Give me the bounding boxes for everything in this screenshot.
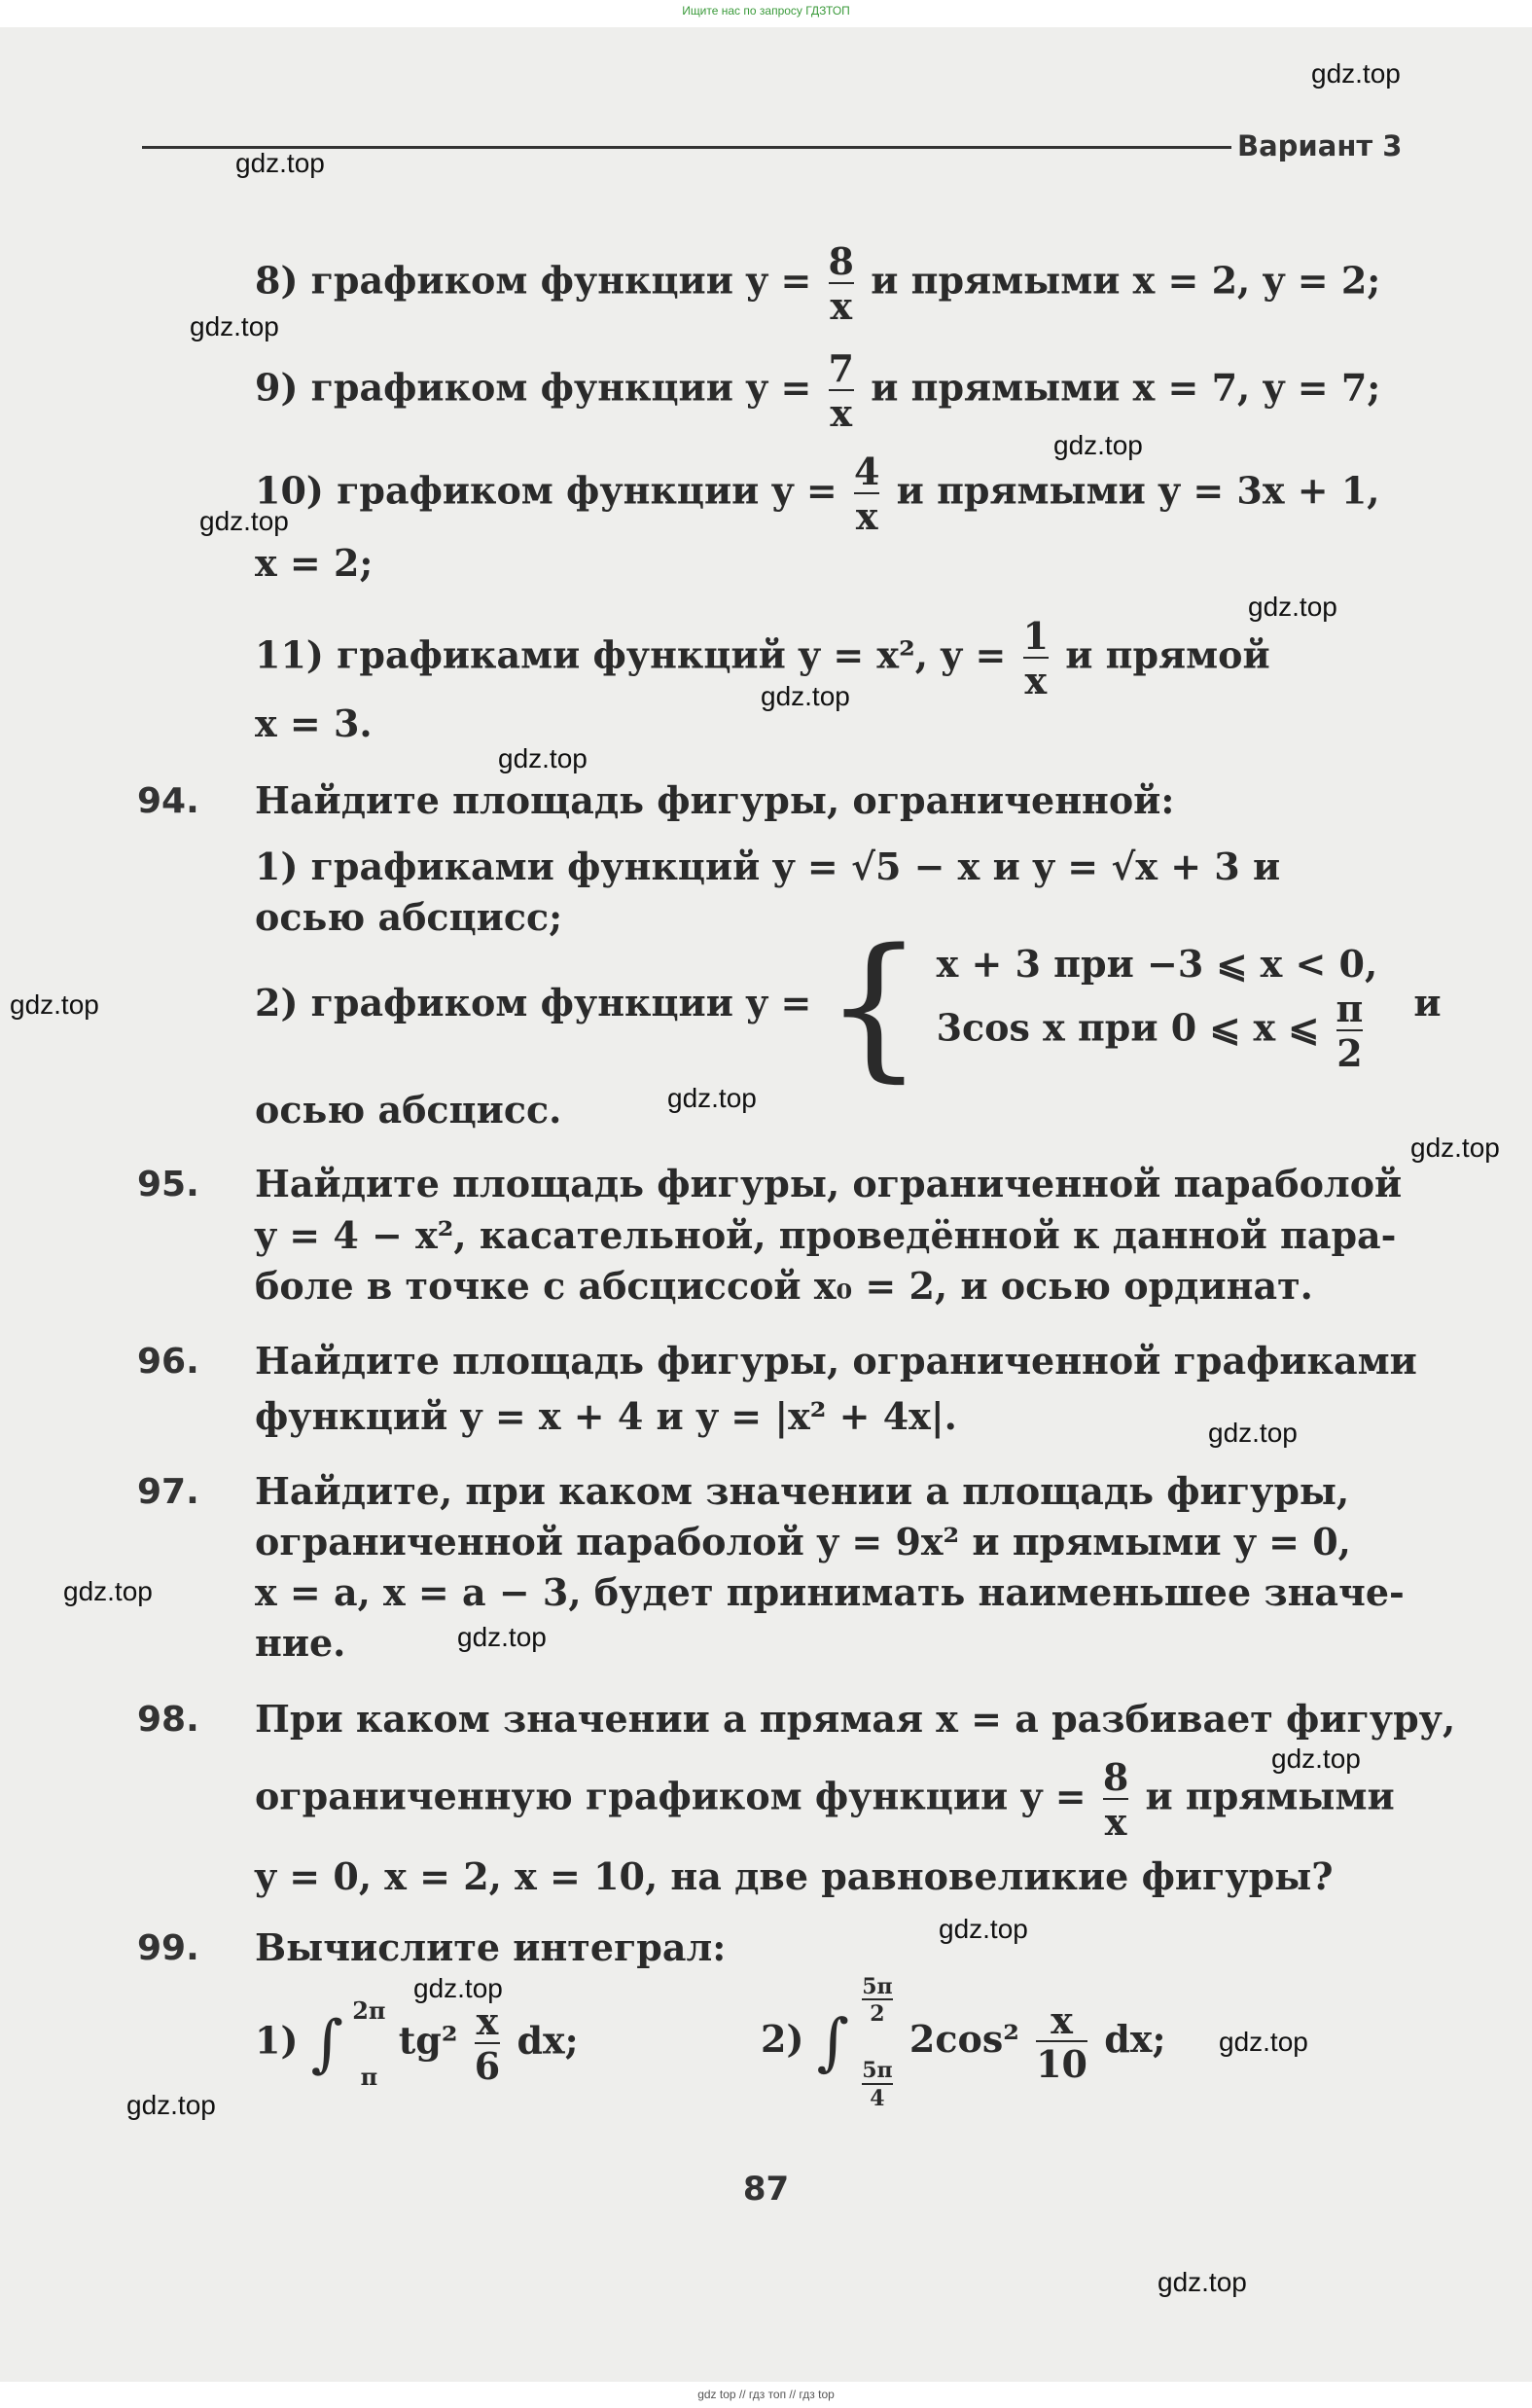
lower-limit <box>862 2059 892 2109</box>
frac-num: x <box>1051 1997 1073 2042</box>
top-banner[interactable]: Ищите нас по запросу ГДЗТОП <box>682 4 850 18</box>
problem-number: 98. <box>137 1700 199 1740</box>
watermark: gdz.top <box>1053 430 1143 460</box>
fraction <box>854 451 879 537</box>
problem-95-line2: y = 4 − x², касательной, проведённой к данной пара- <box>255 1213 1397 1257</box>
problem-number: 99. <box>137 1928 199 1968</box>
fraction <box>1336 988 1364 1074</box>
problem-97-line2: ограниченной параболой y = 9x² и прямыми y = 0, <box>255 1520 1351 1563</box>
frac-num: 1 <box>1022 614 1050 658</box>
fraction <box>829 348 854 434</box>
problem-95-line3: боле в точке с абсциссой x₀ = 2, и осью ординат. <box>255 1264 1313 1308</box>
item-8-y: y = <box>746 258 812 303</box>
problem-94-part1: 1) графиками функций y = √5 − x и y = √x + 3 и <box>255 845 1281 888</box>
watermark: gdz.top <box>1219 2027 1308 2057</box>
watermark: gdz.top <box>1271 1743 1361 1774</box>
problem-97-line3: x = a, x = a − 3, будет принимать наименьшее значе- <box>255 1570 1405 1614</box>
item-8-rest: и прямыми x = 2, y = 2; <box>871 258 1381 303</box>
brace: { <box>824 915 924 1097</box>
frac-den: 4 <box>862 2083 892 2110</box>
problem-98-line3: y = 0, x = 2, x = 10, на две равновеликие фигуры? <box>255 1854 1334 1898</box>
problem-98-text: ограниченную графиком функции y = <box>255 1774 1087 1818</box>
problem-97-line4: ние. <box>255 1621 346 1665</box>
upper-limit <box>862 1975 892 2026</box>
watermark: gdz.top <box>498 743 588 773</box>
frac-den: 2 <box>862 1998 892 2026</box>
problem-99-part2 <box>761 1975 1165 2110</box>
problem-98-line2 <box>255 1757 1395 1843</box>
watermark: gdz.top <box>413 1973 503 2003</box>
differential: dx; <box>1104 2016 1166 2061</box>
fraction <box>475 2001 500 2087</box>
item-8-text: 8) графиком функции <box>255 258 733 303</box>
upper-limit: 2π <box>352 1996 386 2025</box>
item-8 <box>255 241 1380 327</box>
part-label: 2) <box>761 2016 804 2061</box>
frac-num: x <box>476 1999 499 2044</box>
page-number: 87 <box>742 2170 790 2209</box>
watermark: gdz.top <box>126 2090 216 2120</box>
watermark: gdz.top <box>63 1576 153 1606</box>
case-1: x + 3 при −3 ⩽ x < 0, <box>936 942 1378 986</box>
watermark: gdz.top <box>667 1083 757 1113</box>
problem-98-rest: и прямыми <box>1145 1774 1395 1818</box>
watermark: gdz.top <box>235 148 325 178</box>
piecewise-cases <box>937 939 1378 1074</box>
item-10-y: y = <box>771 468 837 513</box>
frac-den: 6 <box>474 2044 501 2088</box>
watermark: gdz.top <box>761 681 850 711</box>
frac-num: 5π <box>862 2058 893 2084</box>
fraction <box>1036 1997 1087 2087</box>
frac-num: 4 <box>853 449 880 493</box>
fraction <box>829 241 854 327</box>
bottom-banner[interactable]: gdz top // гдз топ // гдз top <box>697 2388 835 2401</box>
frac-num: 5π <box>862 1974 893 1999</box>
fraction <box>1023 616 1049 701</box>
problem-99-text: Вычислите интеграл: <box>255 1925 727 1969</box>
part-label: 1) <box>255 2018 299 2063</box>
problem-number: 95. <box>137 1165 199 1204</box>
integrand-func: tg² <box>398 2018 458 2063</box>
item-10 <box>255 451 1380 537</box>
problem-95-line1: Найдите площадь фигуры, ограниченной параболой <box>255 1162 1403 1205</box>
frac-den: x <box>855 493 878 538</box>
problem-number: 96. <box>137 1342 199 1382</box>
problem-97-line1: Найдите, при каком значении a площадь фигуры, <box>255 1469 1350 1513</box>
part2-text: 2) графиком функции y = <box>255 980 812 1024</box>
item-9-text: 9) графиком функции <box>255 365 733 410</box>
watermark: gdz.top <box>10 989 99 1020</box>
differential: dx; <box>517 2018 579 2063</box>
watermark: gdz.top <box>199 506 289 536</box>
item-11-rest: и прямой <box>1065 632 1270 677</box>
watermark: gdz.top <box>1248 592 1337 622</box>
frac-num: 7 <box>828 346 854 390</box>
item-9-rest: и прямыми x = 7, y = 7; <box>871 365 1381 410</box>
item-10-rest: и прямыми y = 3x + 1, <box>896 468 1380 513</box>
item-11-text: 11) графиками функций y = x², y = <box>255 632 1007 677</box>
frac-den: x <box>830 283 853 328</box>
case-2 <box>937 988 1378 1074</box>
problem-99-part1 <box>255 1996 579 2091</box>
integral-limits <box>858 1975 896 2110</box>
item-11-cont: x = 3. <box>255 701 373 745</box>
variant-header: Вариант 3 <box>1237 129 1403 162</box>
item-10-text: 10) графиком функции <box>255 468 760 513</box>
problem-98-line1: При каком значении a прямая x = a разбивает фигуру, <box>255 1697 1456 1741</box>
lower-limit: π <box>360 2063 378 2091</box>
problem-number: 97. <box>137 1472 199 1512</box>
frac-den: x <box>1104 1799 1127 1844</box>
watermark: gdz.top <box>457 1622 547 1652</box>
integral-sign: ∫ <box>816 2006 849 2079</box>
problem-94-part2-cont: осью абсцисс. <box>255 1088 562 1132</box>
problem-96-line1: Найдите площадь фигуры, ограниченной графиками <box>255 1339 1417 1383</box>
problem-94-text: Найдите площадь фигуры, ограниченной: <box>255 778 1175 822</box>
watermark: gdz.top <box>1311 58 1401 89</box>
fraction <box>1103 1757 1128 1843</box>
frac-den: x <box>830 390 853 435</box>
frac-den: 10 <box>1036 2042 1087 2087</box>
watermark: gdz.top <box>1208 1418 1298 1448</box>
item-9 <box>255 348 1380 434</box>
problem-96-line2: функций y = x + 4 и y = |x² + 4x|. <box>255 1394 957 1438</box>
integral-sign: ∫ <box>310 2008 343 2080</box>
item-10-cont: x = 2; <box>255 541 374 585</box>
watermark: gdz.top <box>1410 1132 1500 1163</box>
item-9-y: y = <box>746 365 812 410</box>
watermark: gdz.top <box>939 1914 1028 1944</box>
integrand-func: 2cos² <box>909 2016 1019 2061</box>
case-2-text: 3cos x при 0 ⩽ x ⩽ <box>936 1005 1320 1050</box>
frac-den: x <box>1024 658 1048 702</box>
part2-and: и <box>1413 980 1442 1024</box>
frac-num: 8 <box>1102 1755 1129 1799</box>
watermark: gdz.top <box>1158 2267 1247 2297</box>
problem-94-part1-cont: осью абсцисс; <box>255 895 563 939</box>
frac-num: 8 <box>828 239 854 283</box>
integral-limits <box>352 1996 386 2091</box>
problem-number: 94. <box>137 781 199 821</box>
frac-num: π <box>1336 987 1364 1031</box>
frac-den: 2 <box>1336 1031 1363 1076</box>
watermark: gdz.top <box>190 311 279 341</box>
